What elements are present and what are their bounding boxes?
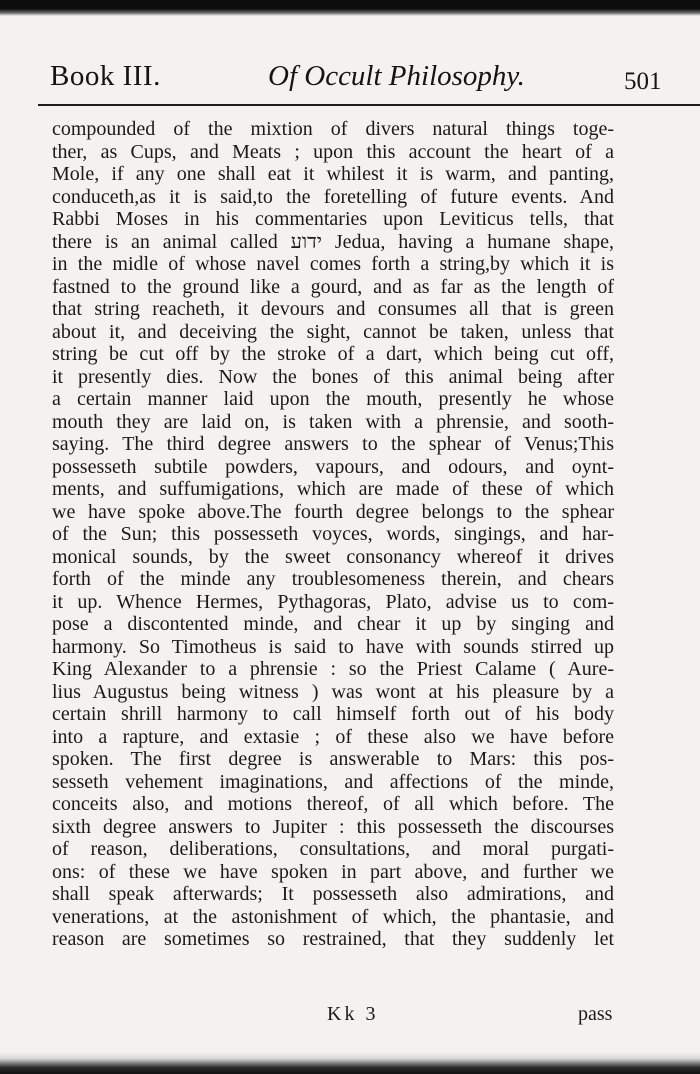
text-line: possesseth subtile powders, vapours, and odours, and oynt- (52, 455, 614, 478)
text-line: ments, and suffumigations, which are made of these of which (52, 478, 614, 500)
text-line: sixth degree answers to Jupiter : this possesseth the discourses (52, 815, 614, 838)
text-line: of reason, deliberations, consultations, and moral purgati- (52, 838, 614, 860)
text-line: fastned to the ground like a gourd, and as far as the length of (52, 275, 614, 298)
text-line: compounded of the mixtion of divers natural things toge- (52, 118, 614, 140)
text-line: sesseth vehement imaginations, and affections of the minde, (52, 770, 614, 793)
text-line: conceits also, and motions thereof, of all which before. The (52, 793, 614, 815)
text-line: lius Augustus being witness ) was wont at his pleasure by a (52, 680, 614, 703)
body-text (52, 118, 614, 951)
text-line: Mole, if any one shall eat it whilest it is warm, and panting, (52, 163, 614, 185)
header-rule (38, 104, 700, 106)
text-line: it up. Whence Hermes, Pythagoras, Plato, advise us to com- (52, 590, 614, 613)
text-line: conduceth,as it is said,to the foretelling of future events. And (52, 185, 614, 208)
text-line: we have spoke above.The fourth degree belongs to the sphear (52, 500, 614, 523)
signature-mark: Kk 3 (327, 1003, 379, 1025)
text-line: reason are sometimes so restrained, that they suddenly let (52, 928, 614, 950)
text-line: pose a discontented minde, and chear it up by singing and (52, 613, 614, 635)
text-line: string be cut off by the stroke of a dart, which being cut off, (52, 343, 614, 365)
text-line: spoken. The first degree is answerable to Mars: this pos- (52, 748, 614, 770)
text-line: mouth they are laid on, is taken with a phrensie, and sooth- (52, 410, 614, 433)
text-line: King Alexander to a phrensie : so the Priest Calame ( Aure- (52, 658, 614, 680)
bottom-edge-shadow (0, 1052, 700, 1074)
text-line: monical sounds, by the sweet consonancy whereof it drives (52, 545, 614, 568)
book-label: Book III. (50, 60, 161, 92)
running-header (50, 58, 690, 98)
page-number: 501 (624, 68, 662, 95)
text-line: harmony. So Timotheus is said to have with sounds stirred up (52, 635, 614, 658)
text-line: that string reacheth, it devours and consumes all that is green (52, 298, 614, 320)
text-line: shall speak afterwards; It possesseth also admirations, and (52, 883, 614, 905)
text-line: certain shrill harmony to call himself forth out of his body (52, 703, 614, 725)
text-line: about it, and deceiving the sight, cannot be taken, unless that (52, 320, 614, 343)
text-line: in the midle of whose navel comes forth a string,by which it is (52, 253, 614, 275)
text-line: Rabbi Moses in his commentaries upon Leviticus tells, that (52, 208, 614, 230)
text-line: into a rapture, and extasie ; of these also we have before (52, 725, 614, 748)
text-line: ther, as Cups, and Meats ; upon this account the heart of a (52, 140, 614, 163)
text-line: venerations, at the astonishment of which, the phantasie, and (52, 905, 614, 928)
catchword: pass (578, 1003, 613, 1025)
top-edge-shadow (0, 0, 700, 16)
text-line: there is an animal called ידוע Jedua, having a humane shape, (52, 230, 614, 253)
text-line: forth of the minde any troublesomeness therein, and chears (52, 568, 614, 590)
text-line: it presently dies. Now the bones of this animal being after (52, 365, 614, 388)
text-line: saying. The third degree answers to the sphear of Venus;This (52, 433, 614, 455)
text-line: ons: of these we have spoken in part above, and further we (52, 860, 614, 883)
text-line: a certain manner laid upon the mouth, presently he whose (52, 388, 614, 410)
text-line: of the Sun; this possesseth voyces, words, singings, and har- (52, 523, 614, 545)
running-title: Of Occult Philosophy. (268, 60, 525, 92)
